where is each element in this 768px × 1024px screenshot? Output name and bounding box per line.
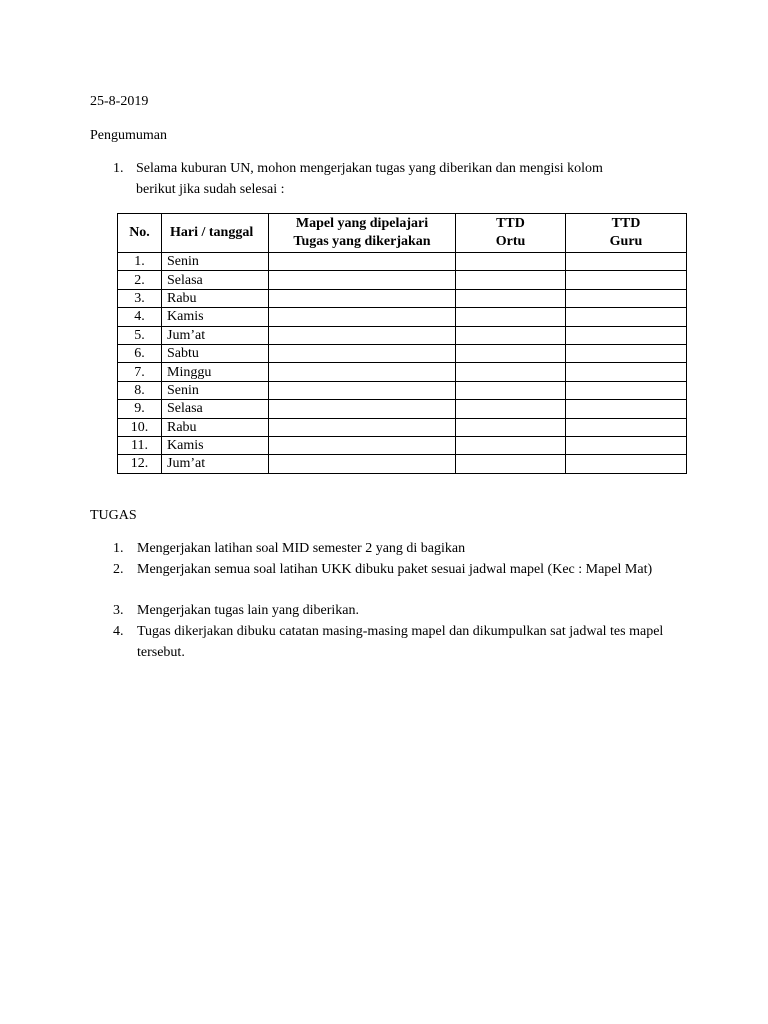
schedule-table	[117, 213, 687, 474]
row-number: 1.	[118, 253, 162, 271]
row-day: Selasa	[162, 271, 269, 289]
row-mapel-cell[interactable]	[269, 418, 456, 436]
row-ttd-guru-cell[interactable]	[566, 344, 687, 362]
row-number: 6.	[118, 344, 162, 362]
row-ttd-guru-cell[interactable]	[566, 400, 687, 418]
table-row	[118, 289, 687, 307]
row-mapel-cell[interactable]	[269, 253, 456, 271]
row-ttd-ortu-cell[interactable]	[456, 253, 566, 271]
row-day: Rabu	[162, 289, 269, 307]
list-item	[113, 621, 673, 663]
row-mapel-cell[interactable]	[269, 308, 456, 326]
row-number: 5.	[118, 326, 162, 344]
row-mapel-cell[interactable]	[269, 455, 456, 473]
announcement-item-line-1: Selama kuburan UN, mohon mengerjakan tugas yang diberikan dan mengisi kolom	[136, 161, 603, 176]
list-item	[113, 600, 693, 621]
table-row	[118, 271, 687, 289]
row-number: 2.	[118, 271, 162, 289]
row-day: Selasa	[162, 400, 269, 418]
row-ttd-ortu-cell[interactable]	[456, 455, 566, 473]
row-number: 12.	[118, 455, 162, 473]
list-item-number: 1.	[113, 541, 124, 556]
row-mapel-cell[interactable]	[269, 344, 456, 362]
row-day: Jum’at	[162, 326, 269, 344]
row-number: 10.	[118, 418, 162, 436]
row-mapel-cell[interactable]	[269, 381, 456, 399]
row-day: Jum’at	[162, 455, 269, 473]
row-number: 7.	[118, 363, 162, 381]
row-ttd-guru-cell[interactable]	[566, 436, 687, 454]
row-mapel-cell[interactable]	[269, 326, 456, 344]
list-item	[113, 559, 675, 580]
row-day: Rabu	[162, 418, 269, 436]
announcement-item-number: 1.	[113, 161, 124, 176]
table-row	[118, 418, 687, 436]
list-item-text: Mengerjakan tugas lain yang diberikan.	[137, 603, 359, 618]
row-ttd-ortu-cell[interactable]	[456, 418, 566, 436]
row-ttd-ortu-cell[interactable]	[456, 308, 566, 326]
row-ttd-guru-cell[interactable]	[566, 381, 687, 399]
row-ttd-guru-cell[interactable]	[566, 308, 687, 326]
row-ttd-guru-cell[interactable]	[566, 418, 687, 436]
row-mapel-cell[interactable]	[269, 289, 456, 307]
header-ttd-guru-line-1: TTD	[611, 216, 641, 231]
header-mapel	[269, 214, 456, 253]
header-ttd-guru	[566, 214, 687, 253]
row-day: Kamis	[162, 436, 269, 454]
row-mapel-cell[interactable]	[269, 363, 456, 381]
table-row	[118, 308, 687, 326]
document-date: 25-8-2019	[90, 94, 149, 109]
header-hari-tanggal: Hari / tanggal	[162, 214, 269, 253]
row-ttd-guru-cell[interactable]	[566, 271, 687, 289]
row-ttd-guru-cell[interactable]	[566, 289, 687, 307]
header-mapel-line-1: Mapel yang dipelajari	[295, 216, 429, 231]
list-item-text: Tugas dikerjakan dibuku catatan masing-masing mapel dan dikumpulkan sat jadwal tes mapel tersebut.	[137, 624, 664, 660]
announcement-item-line-2: berikut jika sudah selesai :	[136, 182, 285, 197]
row-mapel-cell[interactable]	[269, 436, 456, 454]
row-ttd-guru-cell[interactable]	[566, 455, 687, 473]
table-row	[118, 253, 687, 271]
row-ttd-ortu-cell[interactable]	[456, 400, 566, 418]
list-item-number: 2.	[113, 562, 124, 577]
row-day: Kamis	[162, 308, 269, 326]
table-row	[118, 381, 687, 399]
header-ttd-guru-line-2: Guru	[609, 234, 643, 249]
row-number: 4.	[118, 308, 162, 326]
row-ttd-ortu-cell[interactable]	[456, 271, 566, 289]
row-day: Sabtu	[162, 344, 269, 362]
table-row	[118, 455, 687, 473]
header-ttd-ortu-line-1: TTD	[496, 216, 525, 231]
row-ttd-ortu-cell[interactable]	[456, 344, 566, 362]
row-ttd-guru-cell[interactable]	[566, 326, 687, 344]
row-number: 11.	[118, 436, 162, 454]
list-item-text: Mengerjakan latihan soal MID semester 2 yang di bagikan	[137, 541, 466, 556]
table-row	[118, 363, 687, 381]
row-ttd-ortu-cell[interactable]	[456, 363, 566, 381]
row-day: Senin	[162, 253, 269, 271]
list-item-text: Mengerjakan semua soal latihan UKK dibuku paket sesuai jadwal mapel (Kec : Mapel Mat)	[137, 562, 653, 577]
header-ttd-ortu	[456, 214, 566, 253]
row-day: Senin	[162, 381, 269, 399]
row-ttd-ortu-cell[interactable]	[456, 326, 566, 344]
row-number: 9.	[118, 400, 162, 418]
table-row	[118, 436, 687, 454]
table-row	[118, 400, 687, 418]
announcement-heading: Pengumuman	[90, 128, 167, 143]
header-no: No.	[118, 214, 162, 253]
table-header-row	[118, 214, 687, 253]
row-mapel-cell[interactable]	[269, 400, 456, 418]
table-row	[118, 326, 687, 344]
row-ttd-ortu-cell[interactable]	[456, 289, 566, 307]
row-ttd-guru-cell[interactable]	[566, 253, 687, 271]
list-item	[113, 538, 693, 559]
row-ttd-ortu-cell[interactable]	[456, 381, 566, 399]
row-number: 3.	[118, 289, 162, 307]
header-ttd-ortu-line-2: Ortu	[495, 234, 526, 249]
list-item-number: 3.	[113, 603, 124, 618]
row-number: 8.	[118, 381, 162, 399]
list-item-number: 4.	[113, 624, 124, 639]
tugas-heading: TUGAS	[90, 508, 137, 523]
row-ttd-ortu-cell[interactable]	[456, 436, 566, 454]
row-ttd-guru-cell[interactable]	[566, 363, 687, 381]
row-day: Minggu	[162, 363, 269, 381]
table-row	[118, 344, 687, 362]
header-mapel-line-2: Tugas yang dikerjakan	[293, 234, 431, 249]
row-mapel-cell[interactable]	[269, 271, 456, 289]
